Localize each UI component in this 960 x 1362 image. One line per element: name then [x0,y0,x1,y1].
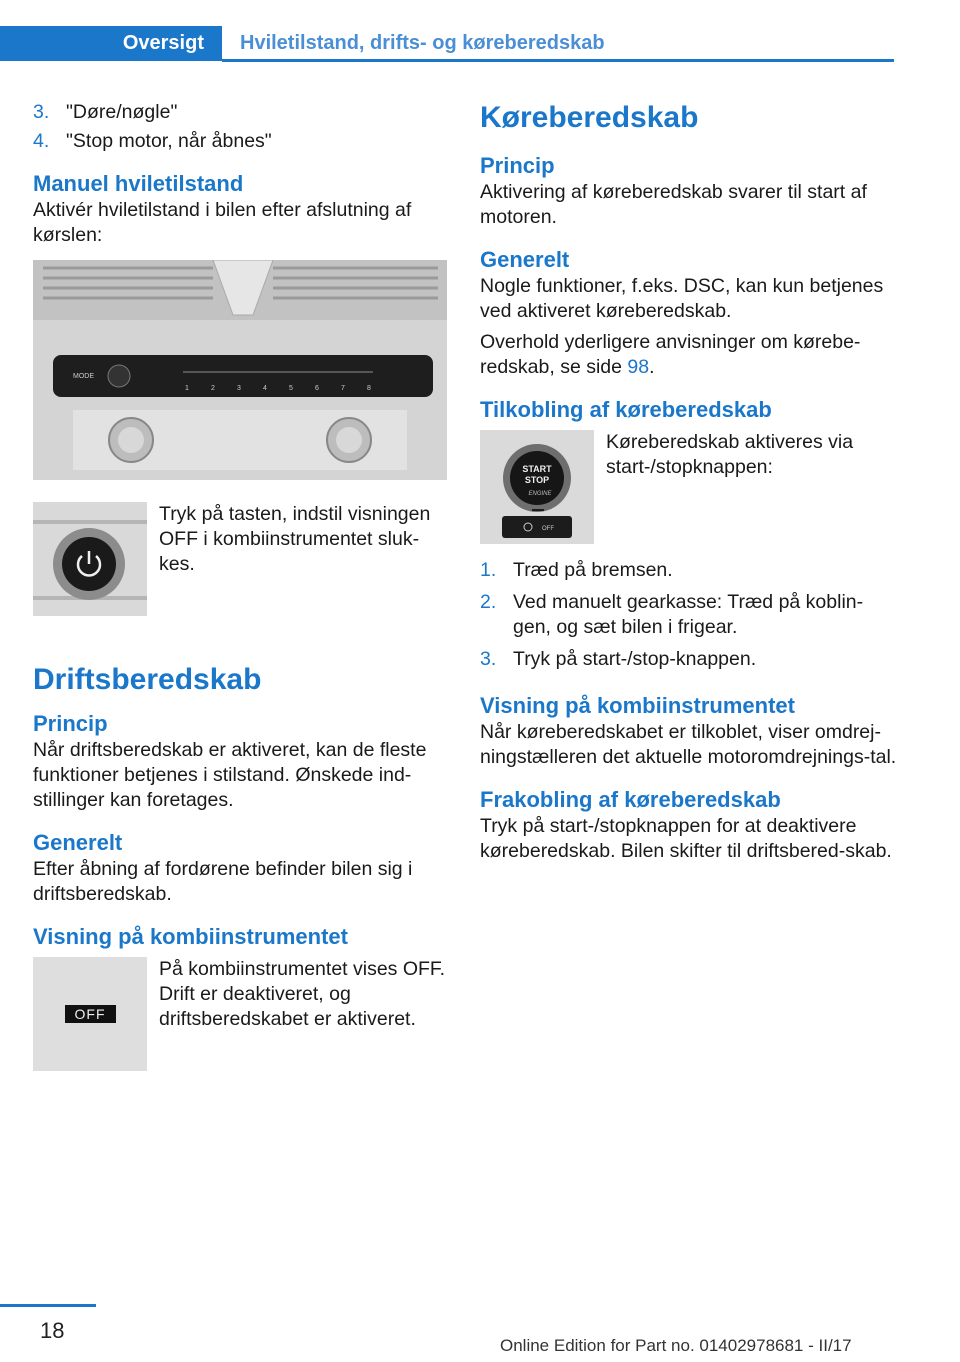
connect-text: Køreberedskab aktiveres via start-/stopknappen: [606,431,854,478]
disconnect-text: Tryk på start-/stopknappen for at deaktivere køreberedskab. Bilen skifter til driftsbered-skab. [480,815,892,862]
list-item [480,647,900,672]
list-number: 1. [480,559,497,581]
left-column [33,100,453,1071]
general-heading-right: Generelt [480,247,570,272]
svg-text:1: 1 [185,385,189,392]
connect-steps [480,558,900,672]
list-number: 3. [33,101,50,123]
general-text-right-2 [480,330,900,380]
page-link-98[interactable]: 98 [627,356,650,378]
console-photo [33,260,447,480]
header-rule [222,59,894,62]
start-label: START [522,464,552,474]
principle-heading-left: Princip [33,711,108,736]
page-number: 18 [40,1318,65,1343]
list-text: Tryk på start-/stop-knappen. [513,648,757,670]
manual-rest-heading: Manuel hviletilstand [33,171,244,196]
display-text-right: Når køreberedskabet er tilkoblet, viser omdrej-ningstælleren det aktuelle motoromdrejnings-tal. [480,721,897,768]
svg-text:7: 7 [341,385,345,392]
disconnect-heading: Frakobling af køreberedskab [480,787,781,812]
svg-text:8: 8 [367,385,371,392]
list-text: Træd på bremsen. [513,559,673,581]
display-heading-left: Visning på kombiinstrumentet [33,924,348,949]
footer-rule [0,1304,96,1307]
list-text: "Stop motor, når åbnes" [66,130,272,152]
manual-rest-text: Aktivér hviletilstand i bilen efter afslutning af kørslen: [33,199,412,246]
off-indicator: OFF [65,1005,116,1023]
drive-ready-heading: Køreberedskab [480,101,699,134]
list-item [33,100,453,125]
svg-text:5: 5 [289,385,293,392]
console-illustration [33,260,447,480]
off-label: OFF [542,526,554,532]
svg-text:2: 2 [211,385,215,392]
general-text-right-2a: Overhold yderligere anvisninger om kørebe-redskab, se side [480,331,861,378]
principle-text-right: Aktivering af køreberedskab svarer til start af motoren. [480,181,867,228]
general-text-right-2b: . [649,356,655,378]
list-item [480,590,900,640]
start-stop-figure [480,430,900,544]
edition-text: Online Edition for Part no. 01402978681 - II/17 [500,1336,852,1355]
list-number: 2. [480,591,497,613]
list-item [480,558,900,583]
press-button-text: Tryk på tasten, indstil visningen OFF i kombiinstrumentet sluk-kes. [159,503,431,575]
list-item [33,129,453,154]
list-top [33,100,453,154]
display-heading-right: Visning på kombiinstrumentet [480,693,795,718]
svg-text:6: 6 [315,385,319,392]
svg-text:MODE: MODE [73,373,94,380]
list-text: Ved manuelt gearkasse: Træd på koblin-gen, og sæt bilen i frigear. [513,591,864,638]
off-display-figure [33,957,453,1071]
general-text-right-1: Nogle funktioner, f.eks. DSC, kan kun betjenes ved aktiveret køreberedskab. [480,275,884,322]
display-text-left: På kombiinstrumentet vises OFF. Drift er deaktiveret, og driftsberedskabet er aktiveret. [159,958,446,1030]
general-heading-left: Generelt [33,830,123,855]
svg-text:4: 4 [263,385,267,392]
svg-text:3: 3 [237,385,241,392]
principle-text-left: Når driftsberedskab er aktiveret, kan de fleste funktioner betjenes i stilstand. Ønskede ind-stillinger kan foretages. [33,739,427,811]
start-stop-photo [480,430,594,544]
list-number: 3. [480,648,497,670]
list-number: 4. [33,130,50,152]
tab-section-title[interactable]: Hviletilstand, drifts- og køreberedskab [240,32,605,54]
list-text: "Døre/nøgle" [66,101,178,123]
page-header [0,0,960,62]
tab-oversigt[interactable]: Oversigt [0,26,222,61]
power-icon [33,502,147,616]
power-button-figure [33,502,453,616]
right-column [480,100,900,864]
power-knob-photo [33,502,147,616]
principle-heading-right: Princip [480,153,555,178]
off-display-photo [33,957,147,1071]
engine-label: ENGINE [528,491,552,497]
connect-heading: Tilkobling af køreberedskab [480,397,772,422]
general-text-left: Efter åbning af fordørene befinder bilen sig i driftsberedskab. [33,858,413,905]
drift-ready-heading: Driftsberedskab [33,663,262,696]
stop-label: STOP [524,475,550,485]
start-stop-button-icon [480,430,594,544]
